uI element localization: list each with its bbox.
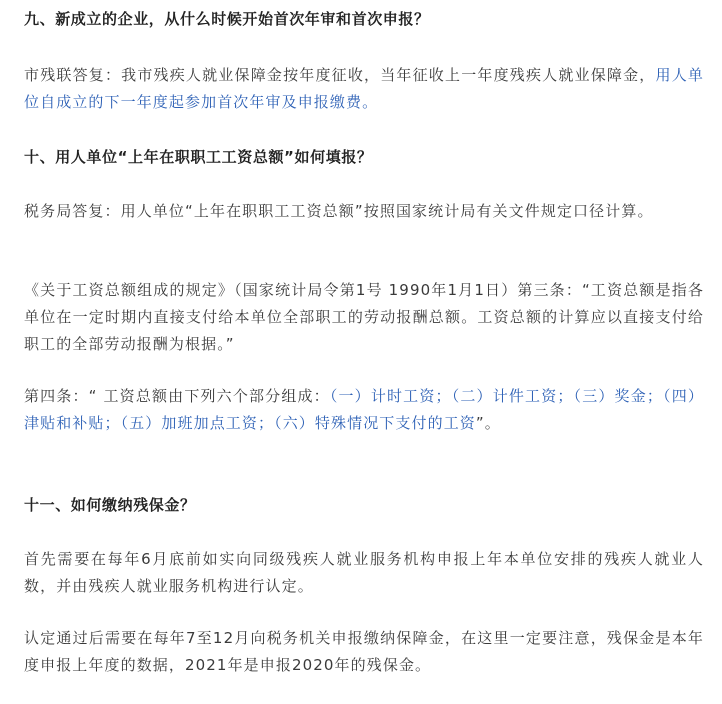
section-10-answer: 税务局答复：用人单位“上年在职职工工资总额”按照国家统计局有关文件规定口径计算。 (24, 202, 654, 220)
section-11-heading: 十一、如何缴纳残保金？ (24, 496, 196, 514)
section-11-step-1: 首先需要在每年6月底前如实向同级残疾人就业服务机构申报上年本单位安排的残疾人就业人数，并由残疾人就业服务机构进行认定。 (24, 550, 704, 595)
section-9-answer-highlight: 用人单位自成立的下一年度起参加首次年审及申报缴费。 (24, 66, 705, 111)
section-10-regulation-article-4 (24, 383, 704, 437)
section-11-step-2: 认定通过后需要在每年7至12月向税务机关申报缴纳保障金，在这里一定要注意，残保金是本年度申报上年度的数据，2021年是申报2020年的残保金。 (24, 629, 704, 674)
section-9-answer-text: 市残联答复：我市残疾人就业保障金按年度征收，当年征收上一年度残疾人就业保障金， (24, 66, 656, 84)
section-10-regulation-article-3: 《关于工资总额组成的规定》（国家统计局令第1号 1990年1月1日）第三条：“工资总额是指各单位在一定时期内直接支付给本单位全部职工的劳动报酬总额。工资总额的计算应以直接支付给职工的全部劳动报酬为根据。” (24, 281, 704, 353)
section-9-heading: 九、新成立的企业，从什么时候开始首次年审和首次申报？ (24, 10, 430, 28)
article-4-components: （一）计时工资；（二）计件工资；（三）奖金；（四）津贴和补贴；（五）加班加点工资；（六）特殊情况下支付的工资 (24, 387, 704, 432)
article-4-intro: 第四条：“ 工资总额由下列六个部分组成： (24, 387, 330, 405)
article-4-tail: ”。 (475, 414, 501, 432)
section-10-heading: 十、用人单位“上年在职职工工资总额”如何填报？ (24, 148, 373, 166)
section-9-answer (24, 62, 704, 116)
